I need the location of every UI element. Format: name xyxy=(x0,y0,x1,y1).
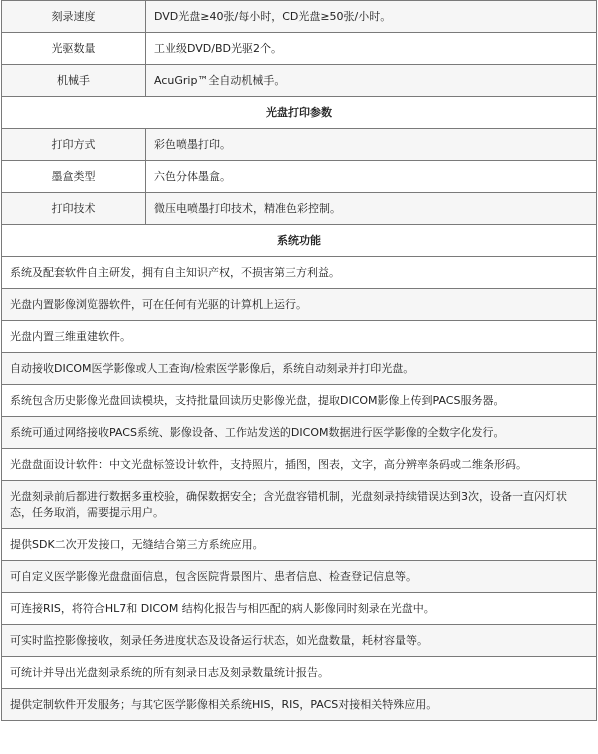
function-row xyxy=(2,289,597,321)
spec-value: 彩色喷墨打印。 xyxy=(146,129,597,161)
function-item: 光盘盘面设计软件：中文光盘标签设计软件，支持照片，插图，图表，文字，高分辨率条码或二维条形码。 xyxy=(2,449,597,481)
function-item: 可统计并导出光盘刻录系统的所有刻录日志及刻录数量统计报告。 xyxy=(2,657,597,689)
function-row xyxy=(2,657,597,689)
spec-value: 六色分体墨盒。 xyxy=(146,161,597,193)
function-row xyxy=(2,321,597,353)
spec-value: AcuGrip™全自动机械手。 xyxy=(146,65,597,97)
spec-row xyxy=(2,161,597,193)
function-item: 提供定制软件开发服务；与其它医学影像相关系统HIS，RIS，PACS对接相关特殊应用。 xyxy=(2,689,597,721)
spec-label: 墨盒类型 xyxy=(2,161,146,193)
spec-label: 光驱数量 xyxy=(2,33,146,65)
function-item: 可自定义医学影像光盘盘面信息，包含医院背景图片、患者信息、检查登记信息等。 xyxy=(2,561,597,593)
function-item: 光盘刻录前后都进行数据多重校验，确保数据安全；含光盘容错机制，光盘刻录持续错误达到3次，设备一直闪灯状态，任务取消，需要提示用户。 xyxy=(2,481,597,529)
spec-label: 机械手 xyxy=(2,65,146,97)
spec-row xyxy=(2,1,597,33)
function-row xyxy=(2,529,597,561)
spec-row xyxy=(2,193,597,225)
spec-label: 打印技术 xyxy=(2,193,146,225)
function-row xyxy=(2,625,597,657)
function-row xyxy=(2,417,597,449)
function-row xyxy=(2,481,597,529)
spec-value: DVD光盘≥40张/每小时，CD光盘≥50张/小时。 xyxy=(146,1,597,33)
section-header-row xyxy=(2,97,597,129)
function-item: 可实时监控影像接收，刻录任务进度状态及设备运行状态，如光盘数量，耗材容量等。 xyxy=(2,625,597,657)
spec-label: 刻录速度 xyxy=(2,1,146,33)
spec-row xyxy=(2,33,597,65)
function-row xyxy=(2,593,597,625)
spec-row xyxy=(2,65,597,97)
spec-value: 工业级DVD/BD光驱2个。 xyxy=(146,33,597,65)
function-row xyxy=(2,385,597,417)
functions-section-title: 系统功能 xyxy=(2,225,597,257)
function-item: 提供SDK二次开发接口，无缝结合第三方系统应用。 xyxy=(2,529,597,561)
section-header-row xyxy=(2,225,597,257)
spec-row xyxy=(2,129,597,161)
function-item: 系统及配套软件自主研发，拥有自主知识产权，不损害第三方利益。 xyxy=(2,257,597,289)
function-item: 可连接RIS，将符合HL7和 DICOM 结构化报告与相匹配的病人影像同时刻录在光盘中。 xyxy=(2,593,597,625)
function-item: 光盘内置影像浏览器软件，可在任何有光驱的计算机上运行。 xyxy=(2,289,597,321)
function-row xyxy=(2,449,597,481)
function-item: 光盘内置三维重建软件。 xyxy=(2,321,597,353)
function-item: 系统可通过网络接收PACS系统、影像设备、工作站发送的DICOM数据进行医学影像的全数字化发行。 xyxy=(2,417,597,449)
function-row xyxy=(2,561,597,593)
function-item: 自动接收DICOM医学影像或人工查询/检索医学影像后，系统自动刻录并打印光盘。 xyxy=(2,353,597,385)
spec-table xyxy=(1,0,597,721)
spec-value: 微压电喷墨打印技术，精准色彩控制。 xyxy=(146,193,597,225)
function-row xyxy=(2,257,597,289)
spec-label: 打印方式 xyxy=(2,129,146,161)
function-item: 系统包含历史影像光盘回读模块，支持批量回读历史影像光盘，提取DICOM影像上传到PACS服务器。 xyxy=(2,385,597,417)
function-row xyxy=(2,689,597,721)
function-row xyxy=(2,353,597,385)
print-section-title: 光盘打印参数 xyxy=(2,97,597,129)
